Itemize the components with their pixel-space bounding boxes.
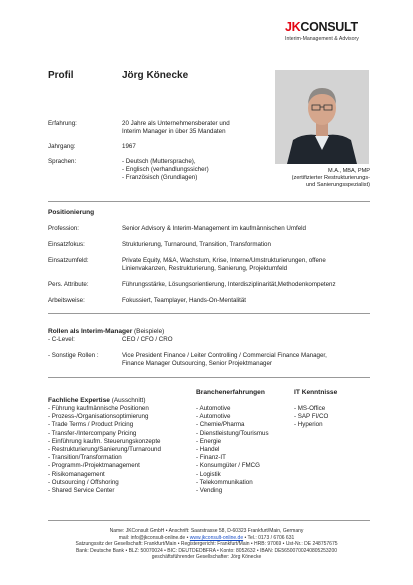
logo-tagline: Interim-Management & Advisory <box>285 36 359 42</box>
footer-mail: mail: info@jkconsult-online.de • <box>118 534 190 541</box>
einsatzumfeld-label: Einsatzumfeld: <box>48 257 89 264</box>
list-item: - Chemie/Pharma <box>196 421 269 429</box>
clevel-label: - C-Level: <box>48 336 75 343</box>
rollen-title-bold: Rollen als Interim-Manager <box>48 328 133 335</box>
profil-heading: Profil <box>48 70 74 81</box>
divider-1 <box>48 201 370 202</box>
list-item: - Hyperion <box>294 421 328 429</box>
sprache-3: - Französisch (Grundlagen) <box>122 174 198 181</box>
list-item: - Programm-/Projektmanagement <box>48 462 161 470</box>
portrait-photo <box>275 70 369 164</box>
list-item: - Automotive <box>196 405 269 413</box>
positionierung-title: Positionierung <box>48 209 95 216</box>
erfahrung-label: Erfahrung: <box>48 120 77 127</box>
divider-3 <box>48 377 370 378</box>
list-item: - Prozess-/Organisationsoptimierung <box>48 413 161 421</box>
einsatzfokus-value: Strukturierung, Turnaround, Transition, Transformation <box>122 241 271 248</box>
list-item: - Konsumgüter / FMCG <box>196 462 269 470</box>
list-item: - Transition/Transformation <box>48 454 161 462</box>
expertise-title-note: (Ausschnitt) <box>109 397 146 404</box>
logo-consult-text: CONSULT <box>300 20 358 34</box>
caption-cert-line2: und Sanierungsspezialist) <box>305 182 370 188</box>
website-link[interactable]: www.jkconsult-online.de <box>189 534 244 541</box>
person-name: Jörg Könecke <box>122 70 189 81</box>
logo-jk-text: JK <box>285 20 301 34</box>
erfahrung-value-2: Interim Manager in über 35 Mandaten <box>122 128 226 135</box>
list-item: - Vending <box>196 487 269 495</box>
sonstige-label: - Sonstige Rollen : <box>48 352 99 359</box>
arbeitsweise-value: Fokussiert, Teamplayer, Hands-On-Mentalität <box>122 297 247 304</box>
list-item: - Shared Service Center <box>48 487 161 495</box>
photo-caption <box>262 168 370 189</box>
footer-contact <box>0 535 413 542</box>
einsatzumfeld-value-1: Private Equity, M&A, Wachstum, Krise, Interne/Umstrukturierungen, offene <box>122 257 326 264</box>
caption-cert-line1: (zertifizierter Restrukturierungs- <box>291 175 370 181</box>
list-item: - Logistik <box>196 471 269 479</box>
sonstige-value-1: Vice President Finance / Leiter Controlling / Commercial Finance Manager, <box>122 352 327 359</box>
list-item: - Trade Terms / Product Pricing <box>48 421 161 429</box>
list-item: - SAP FI/CO <box>294 413 328 421</box>
jahrgang-label: Jahrgang: <box>48 143 76 150</box>
expertise-list <box>48 405 161 495</box>
rollen-title-note: (Beispiele) <box>132 328 165 335</box>
list-item: - Telekommunikation <box>196 479 269 487</box>
footer-phone: • Tel.: 0173 / 6706 631 <box>243 534 295 541</box>
list-item: - Einführung kaufm. Steuerungskonzepte <box>48 438 161 446</box>
branchen-list <box>196 405 269 495</box>
branchen-title: Branchenerfahrungen <box>196 389 265 396</box>
footer <box>0 528 413 561</box>
list-item: - Restrukturierung/Sanierung/Turnaround <box>48 446 161 454</box>
footer-bank: Bank: Deutsche Bank • BLZ: 50070024 • BIC: DEUTDEDBFRA • Konto: 8052632 • IBAN: DE56500700240805253200 <box>75 547 338 554</box>
sprache-2: - Englisch (verhandlungssicher) <box>122 166 209 173</box>
footer-register: Satzungssitz der Gesellschaft: Frankfurt/Main • Registergericht: Frankfurt/Main • HRB: 97069 • Ust-Nr.: DE 248757675 <box>75 541 338 548</box>
divider-2 <box>48 313 370 314</box>
attribute-value: Führungsstärke, Lösungsorientierung, Interdisziplinarität,Methodenkompetenz <box>122 281 336 288</box>
jahrgang-value: 1967 <box>122 143 136 150</box>
einsatzfokus-label: Einsatzfokus: <box>48 241 85 248</box>
sprachen-label: Sprachen: <box>48 158 77 165</box>
erfahrung-value-1: 20 Jahre als Unternehmensberater und <box>122 120 230 127</box>
list-item: - Finanz-IT <box>196 454 269 462</box>
list-item: - Outsourcing / Offshoring <box>48 479 161 487</box>
list-item: - MS-Office <box>294 405 328 413</box>
it-list <box>294 405 328 430</box>
clevel-value: CEO / CFO / CRO <box>122 336 173 343</box>
profession-value: Senior Advisory & Interim-Management im kaufmännischen Umfeld <box>122 225 306 232</box>
footer-address: Name: JKConsult GmbH • Anschrift: Saarstrasse 58, D-60323 Frankfurt/Main, Germany <box>109 528 304 534</box>
company-logo <box>285 18 358 36</box>
it-title: IT Kenntnisse <box>294 389 338 396</box>
list-item: - Dienstleistung/Tourismus <box>196 430 269 438</box>
attribute-label: Pers. Attribute: <box>48 281 89 288</box>
divider-footer <box>48 520 370 521</box>
list-item: - Automotive <box>196 413 269 421</box>
list-item: - Transfer-/Intercompany Pricing <box>48 430 161 438</box>
einsatzumfeld-value-2: Linienvakanzen, Restrukturierung, Sanierung, Projektumfeld <box>122 265 288 272</box>
list-item: - Handel <box>196 446 269 454</box>
list-item: - Risikomanagement <box>48 471 161 479</box>
profession-label: Profession: <box>48 225 79 232</box>
footer-managing-director: geschäftsführender Gesellschafter: Jörg Könecke <box>151 554 262 561</box>
list-item: - Energie <box>196 438 269 446</box>
arbeitsweise-label: Arbeitsweise: <box>48 297 85 304</box>
caption-degrees: M.A., MBA, PMP <box>328 168 370 174</box>
sonstige-value-2: Finance Manager Outsourcing, Senior Projektmanager <box>122 360 272 367</box>
sprache-1: - Deutsch (Muttersprache), <box>122 158 196 165</box>
expertise-title-bold: Fachliche Expertise <box>48 397 110 404</box>
list-item: - Führung kaufmännische Positionen <box>48 405 161 413</box>
